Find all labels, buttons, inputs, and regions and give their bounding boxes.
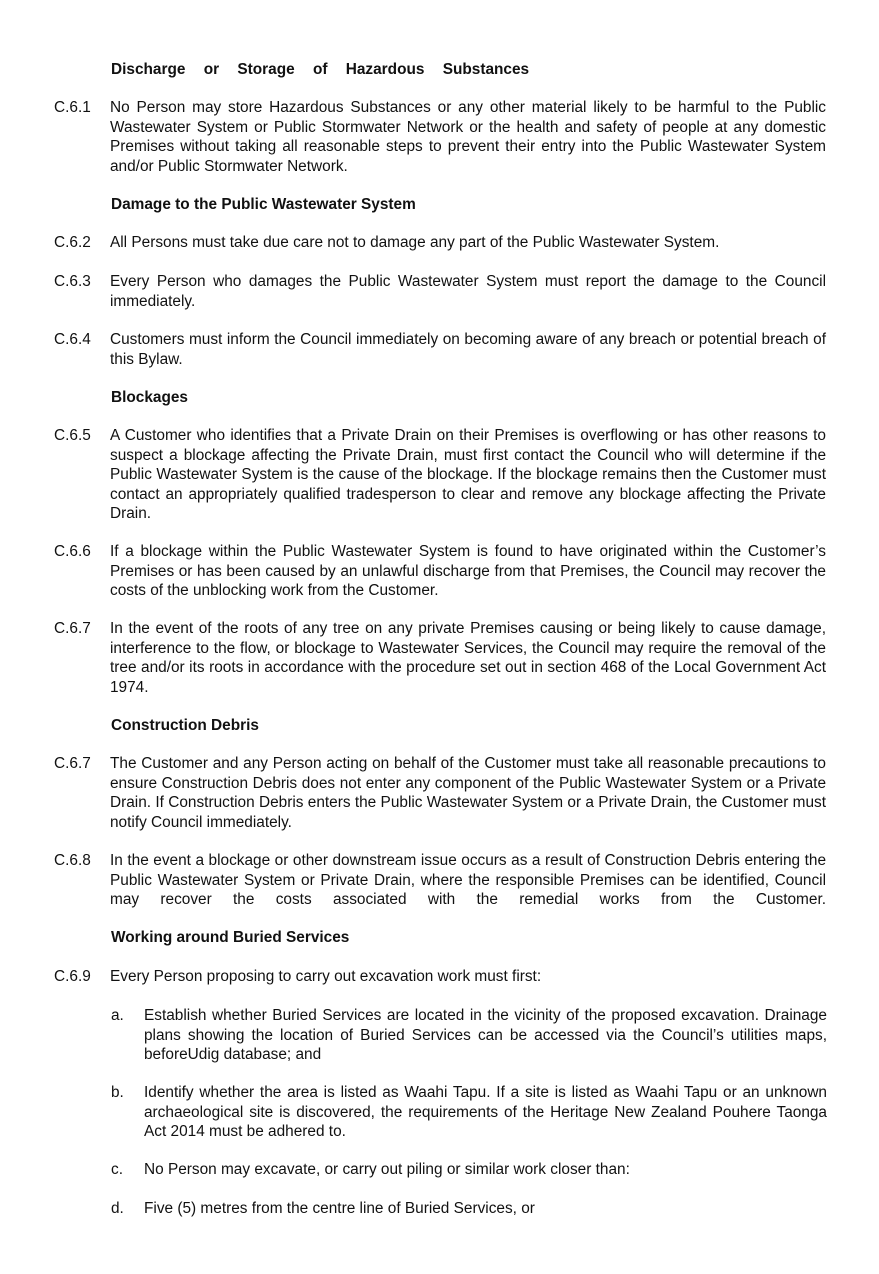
- clause-text: Customers must inform the Council immediately on becoming aware of any breach or potential breach of this Bylaw.: [110, 331, 826, 368]
- list-item-b: [111, 1083, 827, 1142]
- clause-text: No Person may store Hazardous Substances or any other material likely to be harmful to the Public Wastewater System or Public Stormwater Network or the health and safety of people at any domestic Premises without taking all reasonable steps to prevent their entry into the Public Wastewater System and/or Public Stormwater Network.: [110, 99, 826, 175]
- clause-text: Every Person proposing to carry out excavation work must first:: [110, 968, 542, 985]
- clause-text: Every Person who damages the Public Wastewater System must report the damage to the Council immediately.: [110, 273, 826, 310]
- clause-number: C.6.7: [54, 620, 91, 637]
- clause-c-6-8: [54, 851, 826, 910]
- list-item-d: [111, 1199, 827, 1219]
- clause-number: C.6.9: [54, 968, 91, 985]
- section-heading-damage: Damage to the Public Wastewater System: [111, 196, 416, 213]
- clause-text: The Customer and any Person acting on behalf of the Customer must take all reasonable precautions to ensure Construction Debris does not enter any component of the Public Wastewater System or a Private Drain. If Construction Debris enters the Public Wastewater System or a Private Drain, the Customer must notify Council immediately.: [110, 755, 826, 831]
- clause-c-6-4: [54, 330, 826, 369]
- clause-number: C.6.6: [54, 543, 91, 560]
- clause-number: C.6.2: [54, 234, 91, 251]
- clause-c-6-1: [54, 98, 826, 176]
- list-item-text: Establish whether Buried Services are located in the vicinity of the proposed excavation. Drainage plans showing the location of Buried Services can be accessed via the Council’s utilities maps, beforeUdig database; and: [144, 1007, 827, 1063]
- clause-c-6-2: [54, 233, 826, 253]
- clause-text: A Customer who identifies that a Private Drain on their Premises is overflowing or has other reasons to suspect a blockage affecting the Private Drain, must first contact the Council who will determine if the Public Wastewater System is the cause of the blockage. If the blockage remains then the Customer must contact an appropriately qualified tradesperson to clear and remove any blockage affecting the Private Drain.: [110, 427, 826, 522]
- clause-number: C.6.8: [54, 852, 91, 869]
- clause-c-6-9: [54, 967, 826, 987]
- list-item-label: c.: [111, 1161, 123, 1178]
- clause-c-6-5: [54, 426, 826, 524]
- section-heading-hazardous-substances: Discharge or Storage of Hazardous Substances: [111, 61, 530, 78]
- clause-number: C.6.3: [54, 273, 91, 290]
- section-heading-blockages: Blockages: [111, 389, 188, 406]
- section-heading-construction-debris: Construction Debris: [111, 717, 259, 734]
- list-item-label: b.: [111, 1084, 124, 1101]
- list-item-text: No Person may excavate, or carry out piling or similar work closer than:: [144, 1161, 630, 1178]
- clause-text: In the event of the roots of any tree on any private Premises causing or being likely to cause damage, interference to the flow, or blockage to Wastewater Services, the Council may require the removal of the tree and/or its roots in accordance with the procedure set out in section 468 of the Local Government Act 1974.: [110, 620, 826, 696]
- clause-number: C.6.4: [54, 331, 91, 348]
- clause-number: C.6.5: [54, 427, 91, 444]
- list-item-a: [111, 1006, 827, 1065]
- clause-c-6-6: [54, 542, 826, 601]
- clause-c-6-7-debris: [54, 754, 826, 832]
- list-item-label: d.: [111, 1200, 124, 1217]
- clause-c-6-3: [54, 272, 826, 311]
- clause-number: C.6.7: [54, 755, 91, 772]
- clause-number: C.6.1: [54, 99, 91, 116]
- clause-text: In the event a blockage or other downstream issue occurs as a result of Construction Debris entering the Public Wastewater System or Private Drain, where the responsible Premises can be identified, Council may recover the costs associated with the remedial works from the Customer.: [110, 852, 826, 908]
- list-item-c: [111, 1160, 827, 1180]
- clause-text: All Persons must take due care not to damage any part of the Public Wastewater System.: [110, 234, 720, 251]
- list-item-text: Identify whether the area is listed as Waahi Tapu. If a site is listed as Waahi Tapu or an unknown archaeological site is discovered, the requirements of the Heritage New Zealand Pouhere Taonga Act 2014 must be adhered to.: [144, 1084, 827, 1140]
- section-heading-buried-services: Working around Buried Services: [111, 929, 350, 946]
- list-item-label: a.: [111, 1007, 124, 1024]
- clause-text: If a blockage within the Public Wastewater System is found to have originated within the Customer’s Premises or has been caused by an unlawful discharge from that Premises, the Council may recover the costs of the unblocking work from the Customer.: [110, 543, 826, 599]
- clause-c-6-7: [54, 619, 826, 697]
- list-item-text: Five (5) metres from the centre line of Buried Services, or: [144, 1200, 535, 1217]
